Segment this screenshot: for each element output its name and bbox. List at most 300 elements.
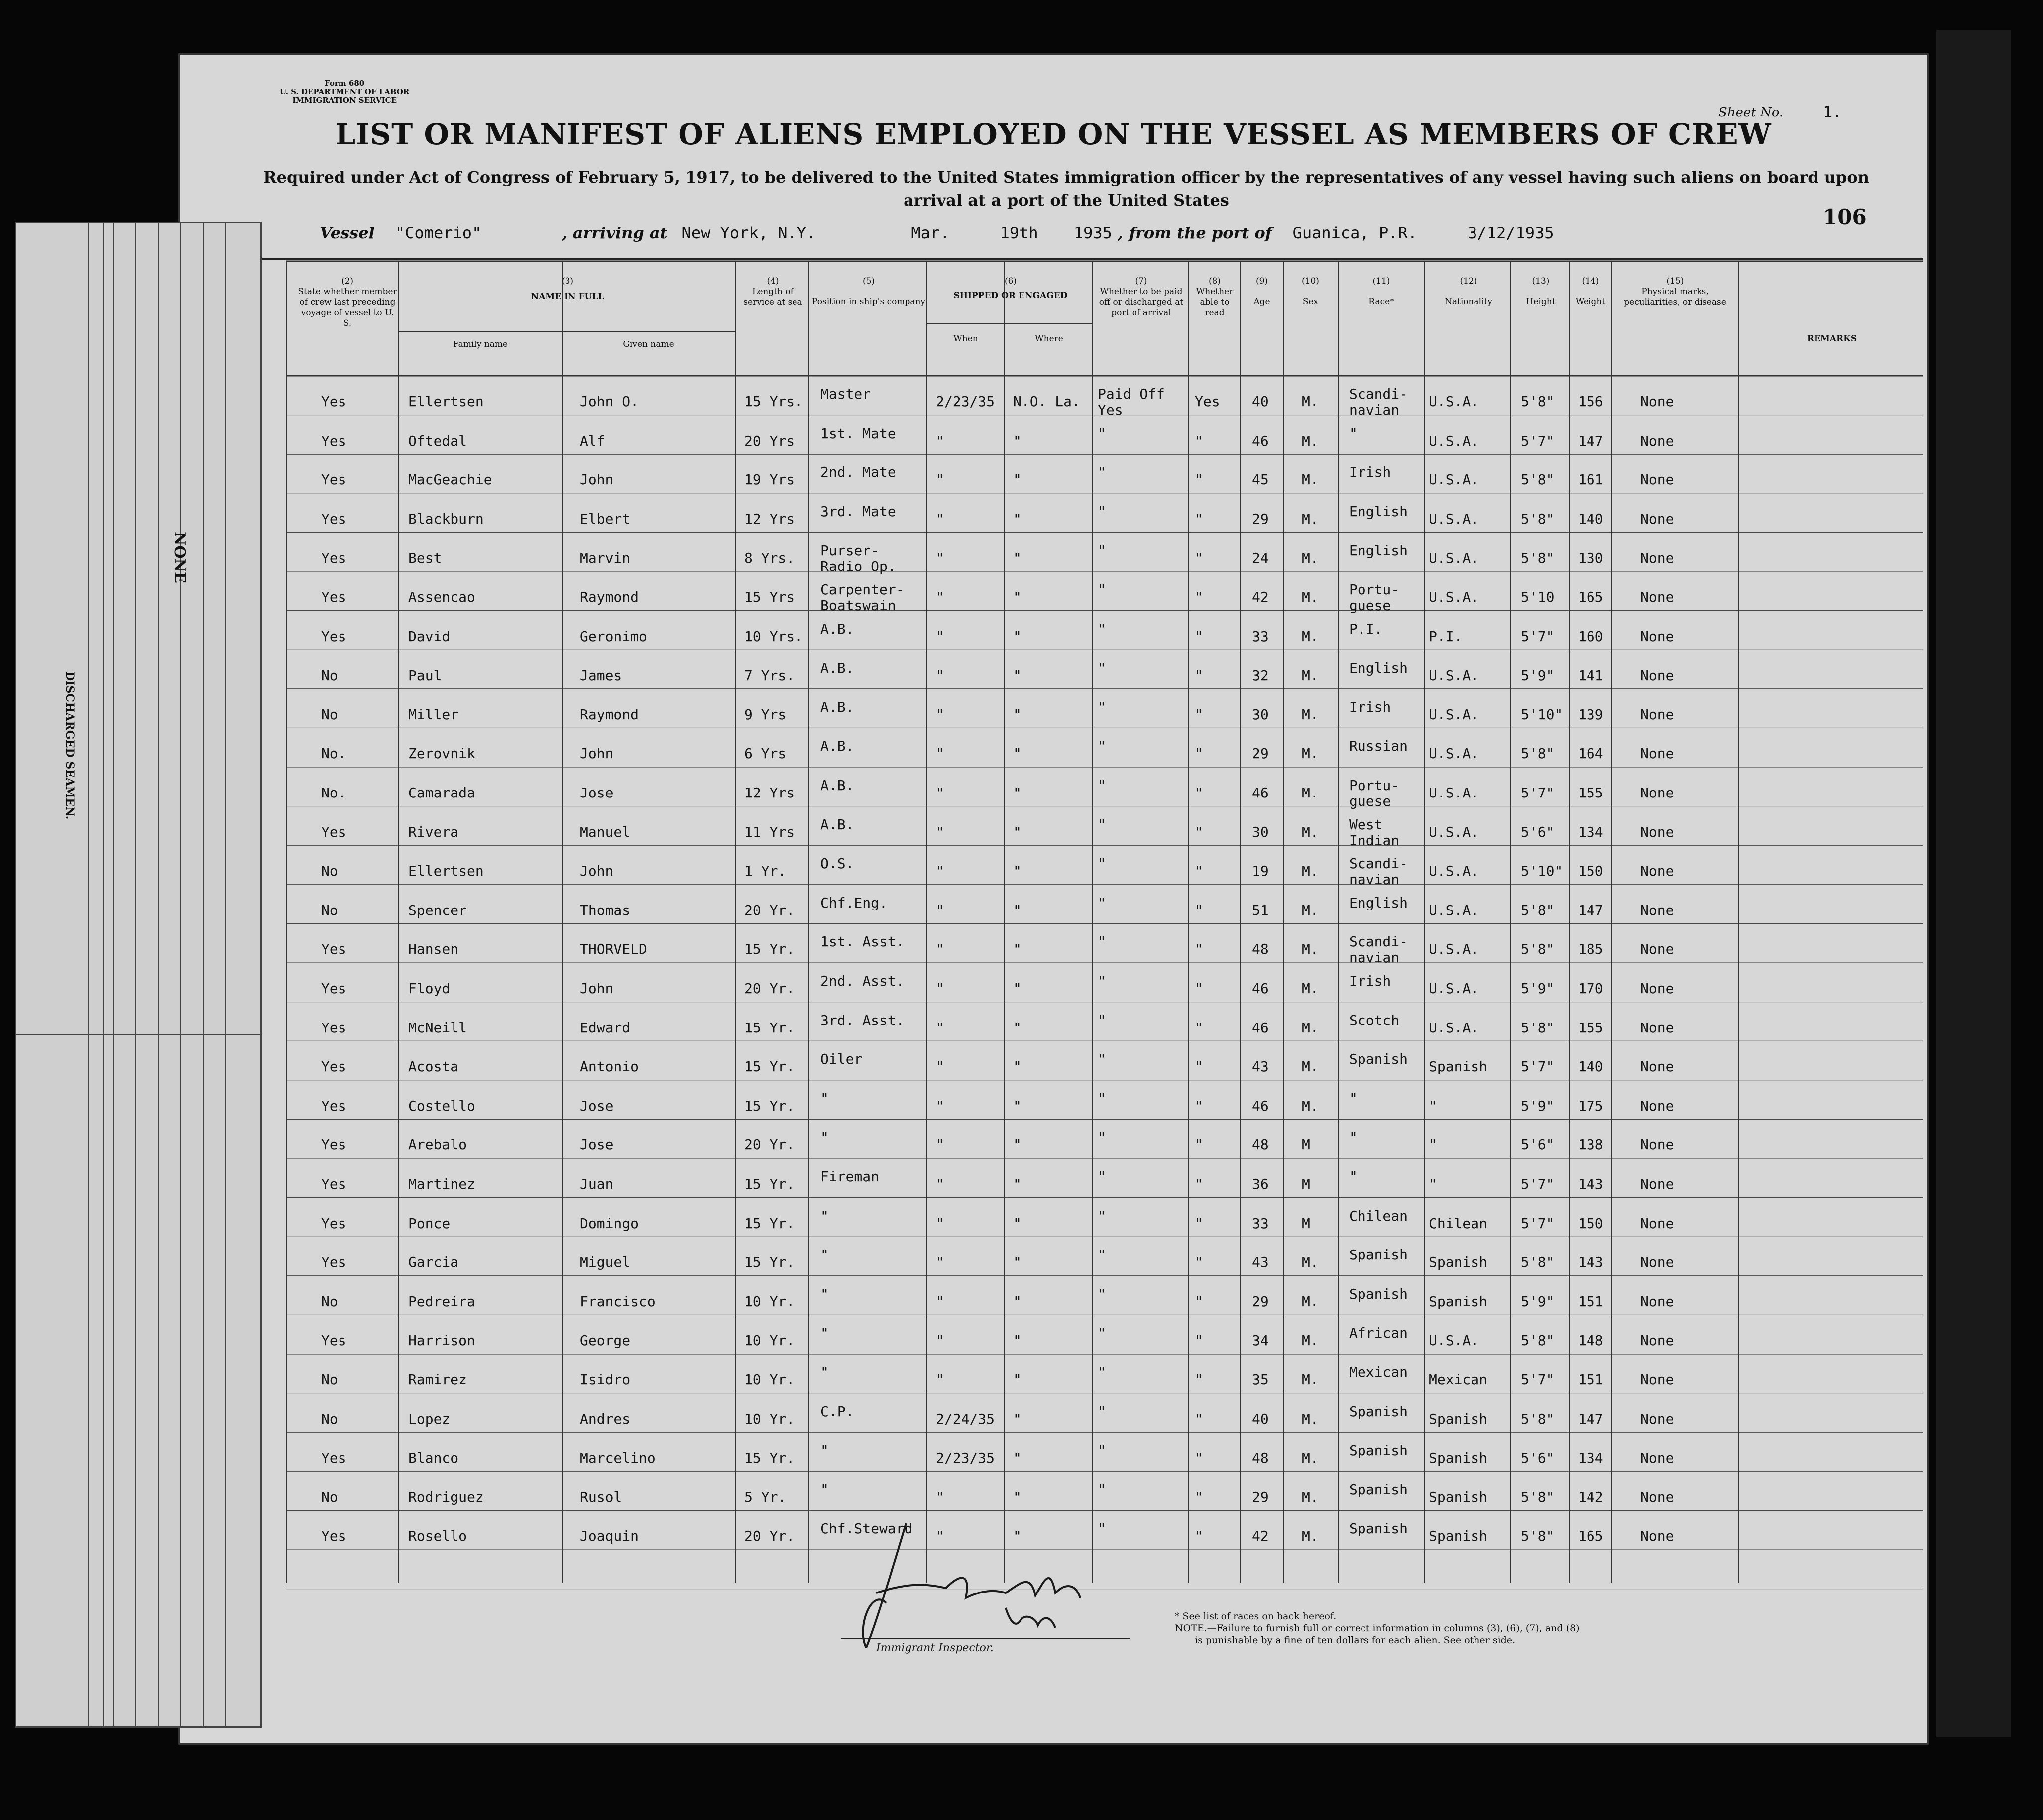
cell-service: 10 Yr.: [744, 1332, 795, 1349]
cell-position: 1st. Mate: [820, 425, 896, 442]
cell-race: Scandi- navian: [1349, 855, 1408, 888]
cell-position: ": [820, 1364, 829, 1380]
cell-service: 6 Yrs: [744, 745, 787, 762]
cell-given: George: [580, 1332, 631, 1349]
cell-height: 5'6": [1521, 823, 1555, 840]
cell-family: Zerovnik: [408, 745, 475, 762]
cell-prev: Yes: [321, 1332, 346, 1349]
cell-family: Blackburn: [408, 510, 484, 527]
cell-read: ": [1195, 628, 1203, 645]
cell-when: ": [936, 863, 944, 880]
cell-race: African: [1349, 1325, 1408, 1342]
cell-where: ": [1013, 628, 1022, 645]
cell-read: ": [1195, 1410, 1203, 1427]
cell-family: Floyd: [408, 980, 451, 997]
cell-when: ": [936, 902, 944, 918]
col9-header: (9) Age: [1253, 276, 1270, 307]
cell-read: ": [1195, 1097, 1203, 1114]
cell-race: English: [1349, 503, 1408, 520]
cell-weight: 147: [1578, 1410, 1603, 1427]
cell-weight: 155: [1578, 1019, 1603, 1036]
cell-when: ": [936, 550, 944, 567]
cell-prev: No.: [321, 745, 346, 762]
cell-family: Ponce: [408, 1215, 451, 1232]
cell-where: ": [1013, 1215, 1022, 1232]
cell-position: O.S.: [820, 855, 854, 872]
cell-service: 15 Yrs: [744, 589, 795, 605]
cell-marks: None: [1640, 1450, 1674, 1467]
cell-position: Carpenter- Boatswain: [820, 581, 905, 614]
cell-marks: None: [1640, 941, 1674, 958]
cell-race: Russian: [1349, 738, 1408, 755]
cell-nat: U.S.A.: [1429, 863, 1479, 880]
cell-position: ": [820, 1285, 829, 1302]
cell-paid: ": [1098, 933, 1106, 950]
where-header: Where: [1035, 334, 1063, 343]
arrival-day: 19th: [1000, 224, 1038, 242]
col10-header: (10) Sex: [1302, 276, 1319, 307]
cell-service: 15 Yr.: [744, 1450, 795, 1467]
cell-sex: M.: [1302, 1371, 1319, 1388]
cell-age: 29: [1252, 745, 1269, 762]
cell-nat: U.S.A.: [1429, 510, 1479, 527]
cell-weight: 141: [1578, 667, 1603, 684]
cell-paid: ": [1098, 1090, 1106, 1107]
cell-weight: 134: [1578, 1450, 1603, 1467]
cell-when: ": [936, 432, 944, 449]
cell-height: 5'8": [1521, 393, 1555, 410]
cell-prev: No: [321, 706, 338, 723]
cell-paid: ": [1098, 1403, 1106, 1420]
cell-family: Ellertsen: [408, 863, 484, 880]
cell-family: Rivera: [408, 823, 459, 840]
cell-weight: 155: [1578, 785, 1603, 801]
cell-prev: No: [321, 1371, 338, 1388]
cell-paid: ": [1098, 464, 1106, 481]
cell-given: Marvin: [580, 550, 631, 567]
cell-position: Chf.Eng.: [820, 894, 888, 911]
cell-prev: No: [321, 902, 338, 918]
cell-nat: Mexican: [1429, 1371, 1488, 1388]
cell-service: 1 Yr.: [744, 863, 787, 880]
cell-service: 20 Yr.: [744, 1137, 795, 1153]
cell-where: ": [1013, 980, 1022, 997]
cell-paid: ": [1098, 581, 1106, 598]
cell-prev: No: [321, 1293, 338, 1310]
cell-height: 5'8": [1521, 941, 1555, 958]
cell-paid: ": [1098, 738, 1106, 755]
cell-marks: None: [1640, 1371, 1674, 1388]
cell-age: 46: [1252, 1019, 1269, 1036]
cell-age: 19: [1252, 863, 1269, 880]
from-port-label: , from the port of: [1118, 224, 1272, 242]
cell-prev: Yes: [321, 1254, 346, 1271]
cell-race: Spanish: [1349, 1285, 1408, 1302]
sheet-number: 1.: [1823, 103, 1842, 121]
cell-read: ": [1195, 1176, 1203, 1192]
cell-given: Andres: [580, 1410, 631, 1427]
cell-family: Paul: [408, 667, 442, 684]
page-title: LIST OR MANIFEST OF ALIENS EMPLOYED ON THE VESSEL AS MEMBERS OF CREW: [335, 117, 1772, 151]
cell-service: 15 Yr.: [744, 1058, 795, 1075]
cell-read: ": [1195, 1450, 1203, 1467]
cell-when: ": [936, 1332, 944, 1349]
cell-marks: None: [1640, 823, 1674, 840]
cell-read: ": [1195, 745, 1203, 762]
cell-given: Jose: [580, 1137, 614, 1153]
cell-given: Thomas: [580, 902, 631, 918]
cell-when: 2/23/35: [936, 1450, 995, 1467]
cell-where: ": [1013, 667, 1022, 684]
cell-where: ": [1013, 823, 1022, 840]
cell-nat: U.S.A.: [1429, 823, 1479, 840]
cell-when: ": [936, 941, 944, 958]
cell-height: 5'8": [1521, 510, 1555, 527]
cell-service: 15 Yr.: [744, 1019, 795, 1036]
cell-paid: ": [1098, 1481, 1106, 1498]
cell-age: 46: [1252, 1097, 1269, 1114]
cell-race: Chilean: [1349, 1207, 1408, 1224]
cell-position: 1st. Asst.: [820, 933, 905, 950]
cell-read: ": [1195, 980, 1203, 997]
cell-height: 5'8": [1521, 1332, 1555, 1349]
cell-where: ": [1013, 1019, 1022, 1036]
cell-service: 19 Yrs: [744, 471, 795, 488]
cell-given: Juan: [580, 1176, 614, 1192]
cell-position: Purser- Radio Op.: [820, 542, 896, 575]
page-number: 106: [1823, 205, 1867, 229]
cell-service: 12 Yrs: [744, 785, 795, 801]
cell-height: 5'7": [1521, 785, 1555, 801]
col2-header: (2) State whether member of crew last preceding voyage of vessel to U. S.: [298, 276, 397, 328]
cell-age: 48: [1252, 941, 1269, 958]
cell-nat: U.S.A.: [1429, 1332, 1479, 1349]
cell-prev: Yes: [321, 1019, 346, 1036]
cell-when: ": [936, 1058, 944, 1075]
cell-position: A.B.: [820, 660, 854, 677]
cell-where: ": [1013, 1293, 1022, 1310]
cell-marks: None: [1640, 510, 1674, 527]
cell-service: 15 Yrs.: [744, 393, 803, 410]
cell-given: Raymond: [580, 706, 639, 723]
cell-read: ": [1195, 667, 1203, 684]
col3-header: (3) NAME IN FULL: [531, 276, 604, 302]
cell-service: 10 Yrs.: [744, 628, 803, 645]
cell-position: ": [820, 1090, 829, 1107]
cell-where: ": [1013, 1450, 1022, 1467]
cell-given: Antonio: [580, 1058, 639, 1075]
cell-given: Rusol: [580, 1488, 622, 1505]
form-dept: U. S. DEPARTMENT OF LABOR: [280, 87, 410, 96]
cell-prev: Yes: [321, 1176, 346, 1192]
cell-race: ": [1349, 1168, 1358, 1185]
cell-service: 9 Yrs: [744, 706, 787, 723]
cell-service: 12 Yrs: [744, 510, 795, 527]
cell-given: James: [580, 667, 622, 684]
cell-marks: None: [1640, 902, 1674, 918]
cell-paid: ": [1098, 660, 1106, 677]
cell-paid: ": [1098, 1207, 1106, 1224]
col13-header: (13) Height: [1526, 276, 1556, 307]
cell-race: Spanish: [1349, 1247, 1408, 1263]
cell-nat: U.S.A.: [1429, 902, 1479, 918]
cell-family: Spencer: [408, 902, 467, 918]
cell-age: 46: [1252, 980, 1269, 997]
cell-sex: M.: [1302, 1097, 1319, 1114]
cell-service: 8 Yrs.: [744, 550, 795, 567]
cell-where: N.O. La.: [1013, 393, 1080, 410]
cell-sex: M.: [1302, 980, 1319, 997]
cell-nat: Spanish: [1429, 1410, 1488, 1427]
cell-given: John O.: [580, 393, 639, 410]
cell-when: ": [936, 1488, 944, 1505]
cell-marks: None: [1640, 1215, 1674, 1232]
cell-given: Francisco: [580, 1293, 656, 1310]
cell-service: 20 Yr.: [744, 1528, 795, 1545]
cell-age: 42: [1252, 1528, 1269, 1545]
cell-given: John: [580, 980, 614, 997]
cell-age: 30: [1252, 706, 1269, 723]
cell-prev: No: [321, 667, 338, 684]
cell-when: ": [936, 589, 944, 605]
cell-given: Isidro: [580, 1371, 631, 1388]
cell-race: Spanish: [1349, 1051, 1408, 1068]
cell-where: ": [1013, 1488, 1022, 1505]
cell-nat: U.S.A.: [1429, 667, 1479, 684]
cell-marks: None: [1640, 667, 1674, 684]
cell-marks: None: [1640, 1137, 1674, 1153]
col8-header: (8) Whether able to read: [1196, 276, 1234, 318]
cell-weight: 165: [1578, 1528, 1603, 1545]
cell-age: 48: [1252, 1137, 1269, 1153]
cell-where: ": [1013, 550, 1022, 567]
cell-read: ": [1195, 550, 1203, 567]
cell-where: ": [1013, 1410, 1022, 1427]
cell-race: Scandi- navian: [1349, 933, 1408, 966]
cell-height: 5'9": [1521, 1097, 1555, 1114]
cell-prev: Yes: [321, 1450, 346, 1467]
cell-nat: U.S.A.: [1429, 589, 1479, 605]
cell-given: Jose: [580, 1097, 614, 1114]
cell-race: Irish: [1349, 698, 1391, 715]
cell-nat: U.S.A.: [1429, 393, 1479, 410]
cell-sex: M.: [1302, 628, 1319, 645]
cell-race: Spanish: [1349, 1403, 1408, 1420]
cell-marks: None: [1640, 1528, 1674, 1545]
cell-age: 29: [1252, 1488, 1269, 1505]
cell-nat: Spanish: [1429, 1293, 1488, 1310]
cell-prev: Yes: [321, 941, 346, 958]
cell-weight: 140: [1578, 1058, 1603, 1075]
cell-family: Hansen: [408, 941, 459, 958]
cell-sex: M.: [1302, 471, 1319, 488]
cell-height: 5'9": [1521, 667, 1555, 684]
cell-where: ": [1013, 1371, 1022, 1388]
cell-race: ": [1349, 1090, 1358, 1107]
cell-family: Blanco: [408, 1450, 459, 1467]
cell-read: ": [1195, 1019, 1203, 1036]
cell-race: ": [1349, 425, 1358, 442]
cell-sex: M.: [1302, 1488, 1319, 1505]
col4-header: (4) Length of service at sea: [743, 276, 802, 307]
cell-marks: None: [1640, 1176, 1674, 1192]
cell-age: 40: [1252, 1410, 1269, 1427]
cell-marks: None: [1640, 628, 1674, 645]
cell-family: Martinez: [408, 1176, 475, 1192]
cell-position: 3rd. Asst.: [820, 1012, 905, 1028]
cell-position: 3rd. Mate: [820, 503, 896, 520]
cell-sex: M: [1302, 1176, 1310, 1192]
cell-race: Mexican: [1349, 1364, 1408, 1380]
cell-paid: ": [1098, 777, 1106, 794]
cell-height: 5'8": [1521, 1488, 1555, 1505]
cell-prev: Yes: [321, 510, 346, 527]
cell-service: 15 Yr.: [744, 1176, 795, 1192]
cell-sex: M.: [1302, 1332, 1319, 1349]
cell-paid: ": [1098, 894, 1106, 911]
cell-race: Spanish: [1349, 1481, 1408, 1498]
cell-position: A.B.: [820, 816, 854, 833]
cell-weight: 161: [1578, 471, 1603, 488]
cell-when: ": [936, 1528, 944, 1545]
cell-family: Harrison: [408, 1332, 475, 1349]
cell-given: Raymond: [580, 589, 639, 605]
cell-read: ": [1195, 1528, 1203, 1545]
cell-nat: U.S.A.: [1429, 432, 1479, 449]
strip-title: DISCHARGED SEAMEN.: [63, 671, 76, 820]
cell-marks: None: [1640, 785, 1674, 801]
cell-race: West Indian: [1349, 816, 1400, 849]
cell-nat: U.S.A.: [1429, 706, 1479, 723]
footer-notes: [1175, 1610, 1579, 1646]
cell-family: MacGeachie: [408, 471, 492, 488]
cell-prev: Yes: [321, 471, 346, 488]
family-name-header: Family name: [453, 340, 508, 349]
cell-sex: M.: [1302, 550, 1319, 567]
cell-service: 10 Yr.: [744, 1293, 795, 1310]
cell-where: ": [1013, 941, 1022, 958]
cell-age: 43: [1252, 1254, 1269, 1271]
cell-prev: Yes: [321, 1528, 346, 1545]
cell-read: ": [1195, 1371, 1203, 1388]
cell-weight: 165: [1578, 589, 1603, 605]
cell-where: ": [1013, 785, 1022, 801]
cell-position: ": [820, 1247, 829, 1263]
cell-weight: 150: [1578, 1215, 1603, 1232]
cell-where: ": [1013, 1097, 1022, 1114]
cell-when: ": [936, 1254, 944, 1271]
cell-marks: None: [1640, 393, 1674, 410]
cell-position: Chf.Steward: [820, 1520, 913, 1537]
cell-nat: ": [1429, 1176, 1437, 1192]
arrival-port: New York, N.Y.: [681, 224, 816, 242]
cell-nat: U.S.A.: [1429, 785, 1479, 801]
cell-race: Spanish: [1349, 1442, 1408, 1459]
strip-grid: [16, 223, 260, 1726]
col6-header: (6) SHIPPED OR ENGAGED: [953, 276, 1068, 301]
cell-prev: No: [321, 1488, 338, 1505]
cell-height: 5'10: [1521, 589, 1555, 605]
cell-where: ": [1013, 863, 1022, 880]
cell-marks: None: [1640, 550, 1674, 567]
cell-age: 42: [1252, 589, 1269, 605]
inspector-line: [841, 1638, 1130, 1639]
cell-nat: U.S.A.: [1429, 980, 1479, 997]
cell-prev: Yes: [321, 823, 346, 840]
cell-family: Lopez: [408, 1410, 451, 1427]
cell-height: 5'6": [1521, 1137, 1555, 1153]
cell-where: ": [1013, 510, 1022, 527]
departure-port: Guanica, P.R.: [1292, 224, 1418, 242]
cell-given: Domingo: [580, 1215, 639, 1232]
cell-paid: ": [1098, 1129, 1106, 1146]
cell-family: Arebalo: [408, 1137, 467, 1153]
cell-given: Geronimo: [580, 628, 647, 645]
form-number: Form 680: [325, 79, 365, 88]
cell-marks: None: [1640, 1097, 1674, 1114]
cell-position: 2nd. Mate: [820, 464, 896, 481]
cell-nat: Spanish: [1429, 1254, 1488, 1271]
cell-position: ": [820, 1129, 829, 1146]
cell-where: ": [1013, 706, 1022, 723]
cell-position: ": [820, 1325, 829, 1342]
cell-read: ": [1195, 1137, 1203, 1153]
cell-race: Portu- guese: [1349, 777, 1400, 809]
sheet-number-label: Sheet No.: [1718, 105, 1784, 120]
cell-service: 11 Yrs: [744, 823, 795, 840]
cell-family: Ellertsen: [408, 393, 484, 410]
cell-marks: None: [1640, 980, 1674, 997]
strip-none: NONE: [171, 532, 188, 583]
cell-sex: M.: [1302, 785, 1319, 801]
cell-marks: None: [1640, 471, 1674, 488]
cell-age: 51: [1252, 902, 1269, 918]
cell-read: ": [1195, 1215, 1203, 1232]
cell-service: 10 Yr.: [744, 1410, 795, 1427]
cell-family: Rodriguez: [408, 1488, 484, 1505]
discharged-seamen-strip: [15, 222, 262, 1728]
cell-paid: ": [1098, 855, 1106, 872]
cell-height: 5'7": [1521, 1176, 1555, 1192]
cell-prev: Yes: [321, 432, 346, 449]
cell-sex: M.: [1302, 510, 1319, 527]
cell-sex: M.: [1302, 706, 1319, 723]
cell-marks: None: [1640, 1293, 1674, 1310]
cell-weight: 143: [1578, 1176, 1603, 1192]
cell-read: ": [1195, 902, 1203, 918]
col12-header: (12) Nationality: [1445, 276, 1492, 307]
cell-read: ": [1195, 1254, 1203, 1271]
cell-sex: M: [1302, 1137, 1310, 1153]
cell-marks: None: [1640, 863, 1674, 880]
cell-nat: Spanish: [1429, 1058, 1488, 1075]
cell-position: A.B.: [820, 698, 854, 715]
cell-given: Manuel: [580, 823, 631, 840]
cell-age: 48: [1252, 1450, 1269, 1467]
cell-read: ": [1195, 432, 1203, 449]
cell-weight: 143: [1578, 1254, 1603, 1271]
cell-given: Edward: [580, 1019, 631, 1036]
cell-nat: U.S.A.: [1429, 745, 1479, 762]
cell-weight: 164: [1578, 745, 1603, 762]
cell-service: 7 Yrs.: [744, 667, 795, 684]
cell-paid: ": [1098, 542, 1106, 559]
cell-paid: ": [1098, 1051, 1106, 1068]
cell-sex: M.: [1302, 589, 1319, 605]
cell-position: A.B.: [820, 777, 854, 794]
cell-family: Pedreira: [408, 1293, 475, 1310]
cell-age: 29: [1252, 1293, 1269, 1310]
